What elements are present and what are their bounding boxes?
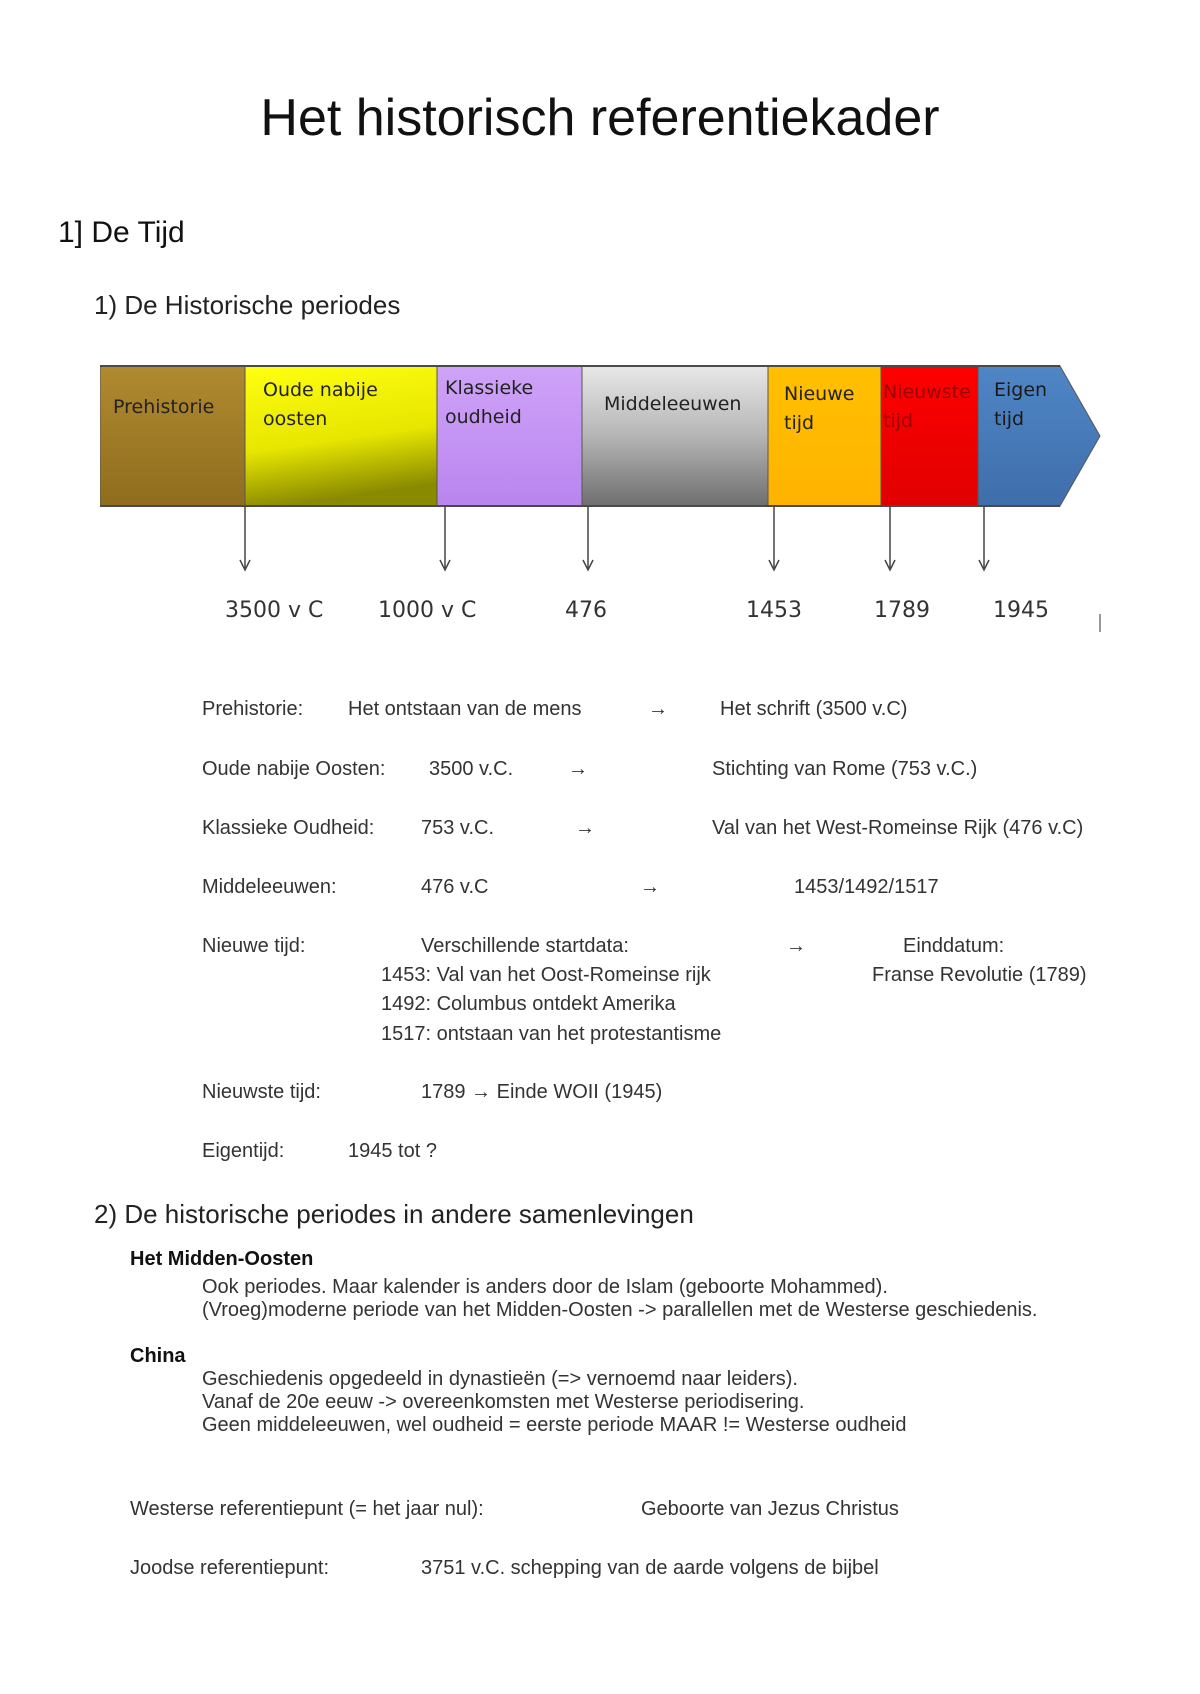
- period-start-middeleeuwen: 476 v.C: [421, 876, 489, 898]
- timeline-segment-label: Oude nabije: [263, 379, 378, 401]
- subheading-andere-samenlevingen: 2) De historische periodes in andere samenlevingen: [94, 1199, 694, 1229]
- midden-oosten-title: Het Midden-Oosten: [130, 1248, 314, 1270]
- period-arrow-middeleeuwen: →: [640, 876, 660, 898]
- timeline-segment-label: Nieuwe: [784, 383, 855, 405]
- timeline-year-label: 1000 v C: [378, 598, 477, 623]
- timeline-segment-label: oosten: [263, 408, 328, 430]
- period-arrow-oude-nabije-oosten: →: [568, 758, 588, 780]
- timeline-boundary-arrow: [979, 506, 989, 570]
- china-line-3: Geen middeleeuwen, wel oudheid = eerste periode MAAR != Westerse oudheid: [202, 1414, 907, 1436]
- midden-oosten-line-1: Ook periodes. Maar kalender is anders door de Islam (geboorte Mohammed).: [202, 1276, 888, 1298]
- period-value-nieuwste-tijd: 1789 → Einde WOII (1945): [421, 1081, 663, 1103]
- period-name-oude-nabije-oosten: Oude nabije Oosten:: [202, 758, 386, 780]
- china-title: China: [130, 1345, 186, 1367]
- midden-oosten-line-2: (Vroeg)moderne periode van het Midden-Oosten -> parallellen met de Westerse geschiedenis.: [202, 1299, 1038, 1321]
- nieuwe-tijd-end-label: Einddatum:: [903, 935, 1005, 957]
- period-value-eigentijd: 1945 tot ?: [348, 1140, 437, 1162]
- timeline-year-label: 1945: [993, 598, 1049, 623]
- period-end-prehistorie: Het schrift (3500 v.C): [720, 698, 908, 720]
- nieuwe-tijd-start-1453: 1453: Val van het Oost-Romeinse rijk: [381, 964, 711, 986]
- period-end-oude-nabije-oosten: Stichting van Rome (753 v.C.): [712, 758, 978, 780]
- china-line-1: Geschiedenis opgedeeld in dynastieën (=> vernoemd naar leiders).: [202, 1368, 798, 1390]
- timeline-boundary-arrow: [583, 506, 593, 570]
- section-heading-de-tijd: 1] De Tijd: [58, 216, 185, 249]
- nieuwe-tijd-end-value: Franse Revolutie (1789): [872, 964, 1087, 986]
- page-title: Het historisch referentiekader: [260, 89, 940, 147]
- period-end-klassieke-oudheid: Val van het West-Romeinse Rijk (476 v.C): [712, 817, 1084, 839]
- china-line-2: Vanaf de 20e eeuw -> overeenkomsten met Westerse periodisering.: [202, 1391, 805, 1413]
- timeline-boundary-arrow: [440, 506, 450, 570]
- period-start-oude-nabije-oosten: 3500 v.C.: [429, 758, 514, 780]
- period-arrow-nieuwe-tijd: →: [786, 935, 806, 957]
- timeline-segment-label: Klassieke: [445, 377, 534, 399]
- period-name-nieuwe-tijd: Nieuwe tijd:: [202, 935, 306, 957]
- timeline-segment-label: tijd: [883, 410, 914, 432]
- timeline-segment: [100, 366, 245, 506]
- timeline-boundary-arrow: [240, 506, 250, 570]
- period-arrow-klassieke-oudheid: →: [575, 817, 595, 839]
- period-name-prehistorie: Prehistorie:: [202, 698, 304, 720]
- timeline-boundary-arrow: [769, 506, 779, 570]
- nieuwe-tijd-start-1492: 1492: Columbus ontdekt Amerika: [381, 993, 676, 1015]
- subheading-historische-periodes: 1) De Historische periodes: [94, 290, 401, 320]
- period-name-middeleeuwen: Middeleeuwen:: [202, 876, 337, 898]
- period-arrow-prehistorie: →: [648, 698, 668, 720]
- period-start-prehistorie: Het ontstaan van de mens: [348, 698, 582, 720]
- timeline-segment-label: oudheid: [445, 406, 522, 428]
- timeline-year-label: 476: [565, 598, 607, 623]
- period-start-klassieke-oudheid: 753 v.C.: [421, 817, 494, 839]
- timeline-segment-label: Prehistorie: [113, 396, 215, 418]
- period-name-klassieke-oudheid: Klassieke Oudheid:: [202, 817, 375, 839]
- timeline-segment-label: tijd: [994, 408, 1025, 430]
- joodse-referentiepunt-value: 3751 v.C. schepping van de aarde volgens de bijbel: [421, 1557, 879, 1579]
- timeline-year-label: 3500 v C: [225, 598, 324, 623]
- timeline-segment: [582, 366, 768, 506]
- westerse-referentiepunt-value: Geboorte van Jezus Christus: [641, 1498, 899, 1520]
- period-end-middeleeuwen: 1453/1492/1517: [794, 876, 939, 898]
- timeline-year-label: 1789: [874, 598, 930, 623]
- timeline-segment-label: Middeleeuwen: [604, 393, 742, 415]
- period-name-eigentijd: Eigentijd:: [202, 1140, 285, 1162]
- nieuwe-tijd-start-label: Verschillende startdata:: [421, 935, 629, 957]
- period-name-nieuwste-tijd: Nieuwste tijd:: [202, 1081, 321, 1103]
- timeline-segment-label: tijd: [784, 412, 815, 434]
- timeline-segment-label: Nieuwste: [883, 381, 971, 403]
- joodse-referentiepunt-label: Joodse referentiepunt:: [130, 1557, 330, 1579]
- timeline-year-label: 1453: [746, 598, 802, 623]
- nieuwe-tijd-start-1517: 1517: ontstaan van het protestantisme: [381, 1023, 722, 1045]
- timeline-segment-label: Eigen: [994, 379, 1048, 401]
- timeline-diagram: [100, 360, 1110, 640]
- timeline-boundary-arrow: [885, 506, 895, 570]
- westerse-referentiepunt-label: Westerse referentiepunt (= het jaar nul):: [130, 1498, 484, 1520]
